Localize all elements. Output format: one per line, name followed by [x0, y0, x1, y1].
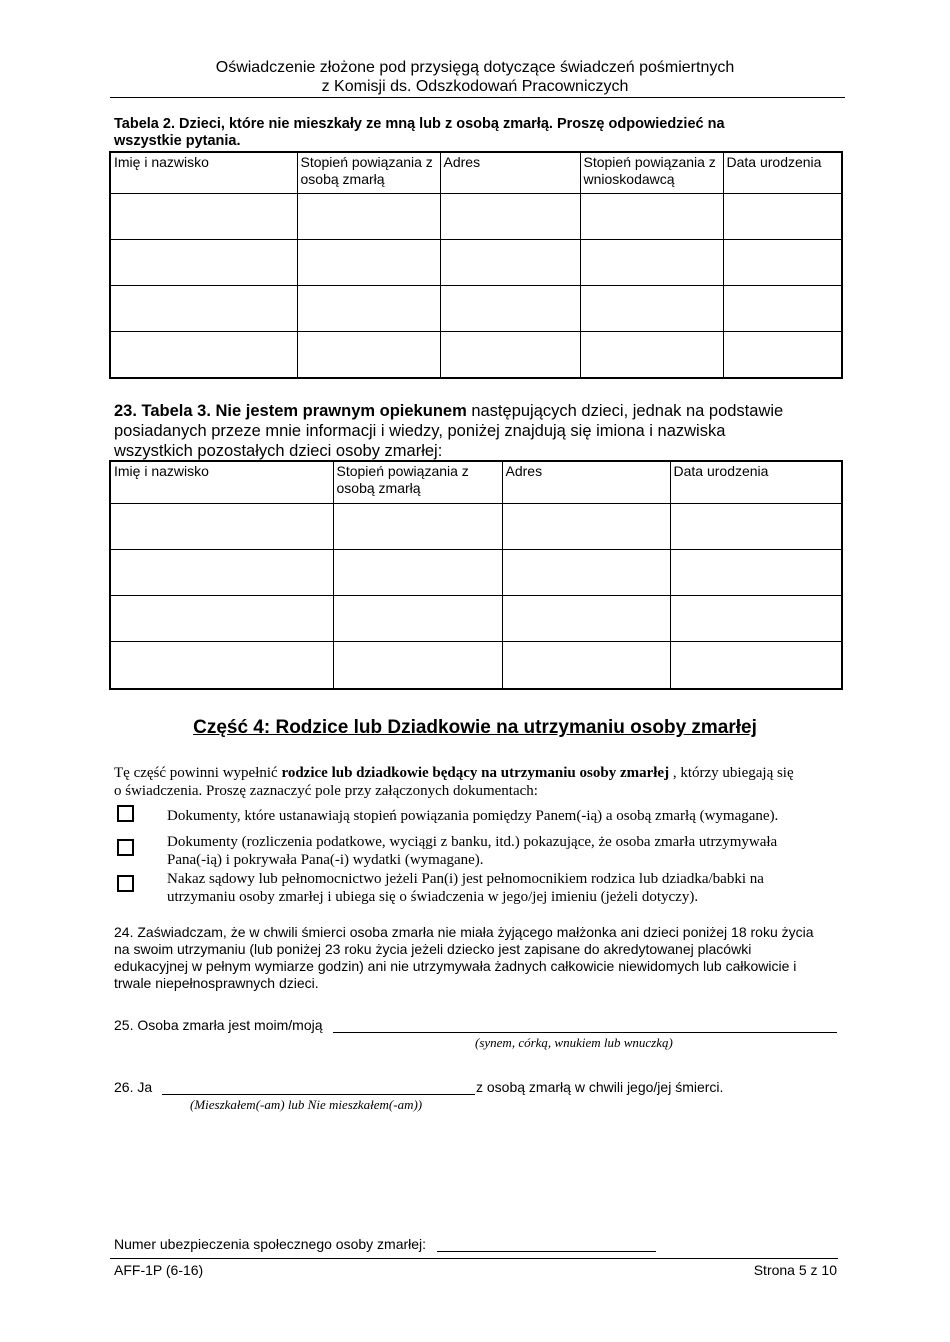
checkbox-label-2-line1: Dokumenty (rozliczenia podatkowe, wyciągi z banku, itd.) pokazujące, że osoba zmarła utrzymywała [167, 834, 778, 850]
table-cell-birthdate[interactable] [723, 331, 842, 378]
form-id: AFF-1P (6-16) [114, 1262, 204, 1278]
table-cell-address[interactable] [440, 285, 580, 331]
table-cell-address[interactable] [502, 549, 670, 595]
item24-line1: 24. Zaświadczam, że w chwili śmierci osoba zmarła nie miała żyjącego małżonka ani dzieci poniżej 18 roku życia [114, 924, 814, 940]
table-row [110, 549, 842, 595]
table-cell-name[interactable] [110, 285, 297, 331]
column-header-relation-deceased: Stopień powiązania z osobą zmarłą [333, 461, 502, 503]
table-cell-birthdate[interactable] [670, 595, 842, 641]
column-header-address: Adres [440, 152, 580, 193]
checkbox-relationship-documents[interactable] [117, 805, 134, 822]
table-cell-relation-deceased[interactable] [333, 641, 502, 689]
table-cell-relation-deceased[interactable] [297, 285, 440, 331]
column-header-birthdate: Data urodzenia [670, 461, 842, 503]
section4-intro-part2: , którzy ubiegają się [669, 765, 794, 781]
table-row [110, 193, 842, 239]
table-cell-address[interactable] [502, 641, 670, 689]
table-cell-birthdate[interactable] [723, 285, 842, 331]
table-cell-address[interactable] [502, 595, 670, 641]
table-header-row [110, 152, 842, 193]
section4-intro-bold: rodzice lub dziadkowie będący na utrzymaniu osoby zmarłej [281, 765, 670, 781]
table-cell-relation-deceased[interactable] [297, 331, 440, 378]
table-cell-birthdate[interactable] [670, 641, 842, 689]
table3-heading-bold: 23. Tabela 3. Nie jestem prawnym opiekunem [114, 402, 467, 420]
children-not-living-table [109, 151, 843, 379]
page-number: Strona 5 z 10 [753, 1262, 837, 1278]
ssn-label: Numer ubezpieczenia społecznego osoby zmarłej: [114, 1236, 427, 1252]
table-row [110, 239, 842, 285]
table-row [110, 503, 842, 549]
table-cell-relation-applicant[interactable] [580, 193, 723, 239]
table-cell-name[interactable] [110, 193, 297, 239]
checkbox-label-2-line2: Pana(-ią) i pokrywała Pana(-i) wydatki (wymagane). [167, 852, 484, 868]
table2-heading-line2: wszystkie pytania. [114, 133, 241, 149]
table-cell-name[interactable] [110, 549, 333, 595]
column-header-relation-deceased: Stopień powiązania z osobą zmarłą [297, 152, 440, 193]
checkbox-financial-documents[interactable] [117, 839, 134, 856]
checkbox-label-3-line1: Nakaz sądowy lub pełnomocnictwo jeżeli Pan(i) jest pełnomocnikiem rodzica lub dziadka/babki na [167, 871, 764, 887]
item25-label: 25. Osoba zmarła jest moim/moją [114, 1017, 323, 1033]
column-header-address: Adres [502, 461, 670, 503]
table-cell-birthdate[interactable] [723, 239, 842, 285]
footer-rule [110, 1258, 838, 1259]
document-title-line1: Oświadczenie złożone pod przysięgą dotyczące świadczeń pośmiertnych [215, 59, 735, 76]
column-header-relation-applicant: Stopień powiązania z wnioskodawcą [580, 152, 723, 193]
table3-heading-line3: wszystkich pozostałych dzieci osoby zmarłej: [114, 442, 443, 460]
header-rule [110, 97, 845, 98]
section4-title-wrap [0, 716, 950, 739]
section4-title: Część 4: Rodzice lub Dziadkowie na utrzymaniu osoby zmarłej [193, 717, 757, 738]
checkbox-court-order[interactable] [117, 875, 134, 892]
table3-heading-rest: następujących dzieci, jednak na podstawie [466, 402, 784, 420]
table-cell-relation-applicant[interactable] [580, 331, 723, 378]
table-cell-address[interactable] [440, 239, 580, 285]
item24-line3: edukacyjnej w pełnym wymiarze godzin) ani nie utrzymywała żadnych całkowicie niewidomych lub całkowicie i [114, 958, 797, 974]
item26-suffix: z osobą zmarłą w chwili jego/jej śmierci. [476, 1079, 724, 1095]
section4-intro-part1: Tę część powinni wypełnić [114, 765, 282, 781]
table3-heading-line2: posiadanych przeze mnie informacji i wiedzy, poniżej znajdują się imiona i nazwiska [114, 422, 726, 440]
table-cell-name[interactable] [110, 595, 333, 641]
item26-caption: (Mieszkałem(-am) lub Nie mieszkałem(-am)) [190, 1097, 423, 1112]
table-row [110, 285, 842, 331]
ssn-input-line[interactable] [437, 1251, 656, 1252]
table-cell-address[interactable] [502, 503, 670, 549]
item24-line2: na swoim utrzymaniu (lub poniżej 23 roku życia jeżeli dziecko jest zapisane do akredytowanej placówki [114, 941, 752, 957]
table-cell-birthdate[interactable] [670, 549, 842, 595]
checkbox-label-3-line2: utrzymaniu osoby zmarłej i ubiega się o świadczenia w jego/jej imieniu (jeżeli dotyczy). [167, 889, 699, 905]
document-title-line2: z Komisji ds. Odszkodowań Pracowniczych [321, 78, 629, 95]
table-row [110, 331, 842, 378]
residence-input-line[interactable] [162, 1094, 475, 1095]
table-cell-address[interactable] [440, 193, 580, 239]
table-row [110, 595, 842, 641]
table2-heading-line1: Tabela 2. Dzieci, które nie mieszkały ze mną lub z osobą zmarłą. Proszę odpowiedzieć na [114, 116, 725, 132]
item25-caption: (synem, córką, wnukiem lub wnuczką) [475, 1035, 673, 1050]
other-children-table [109, 460, 843, 690]
table-cell-name[interactable] [110, 641, 333, 689]
column-header-birthdate: Data urodzenia [723, 152, 842, 193]
table-cell-name[interactable] [110, 503, 333, 549]
column-header-name: Imię i nazwisko [110, 152, 297, 193]
table-cell-address[interactable] [440, 331, 580, 378]
table-cell-name[interactable] [110, 331, 297, 378]
table-header-row [110, 461, 842, 503]
table-cell-relation-deceased[interactable] [297, 239, 440, 285]
table-cell-relation-deceased[interactable] [297, 193, 440, 239]
section4-intro-line2: o świadczenia. Proszę zaznaczyć pole przy załączonych dokumentach: [114, 783, 538, 799]
item26-label: 26. Ja [114, 1079, 153, 1095]
checkbox-label-1-line1: Dokumenty, które ustanawiają stopień powiązania pomiędzy Panem(-ią) a osobą zmarłą (wymagane). [167, 808, 779, 824]
column-header-name: Imię i nazwisko [110, 461, 333, 503]
relationship-input-line[interactable] [333, 1032, 837, 1033]
table-cell-relation-applicant[interactable] [580, 239, 723, 285]
item24-line4: trwale niepełnosprawnych dzieci. [114, 975, 319, 991]
table-cell-birthdate[interactable] [670, 503, 842, 549]
section4-intro-line1 [114, 764, 794, 782]
table-cell-relation-deceased[interactable] [333, 595, 502, 641]
table-cell-relation-deceased[interactable] [333, 549, 502, 595]
table-cell-relation-deceased[interactable] [333, 503, 502, 549]
table-row [110, 641, 842, 689]
table3-heading-line1 [114, 401, 783, 421]
table-cell-birthdate[interactable] [723, 193, 842, 239]
table-cell-relation-applicant[interactable] [580, 285, 723, 331]
table-cell-name[interactable] [110, 239, 297, 285]
